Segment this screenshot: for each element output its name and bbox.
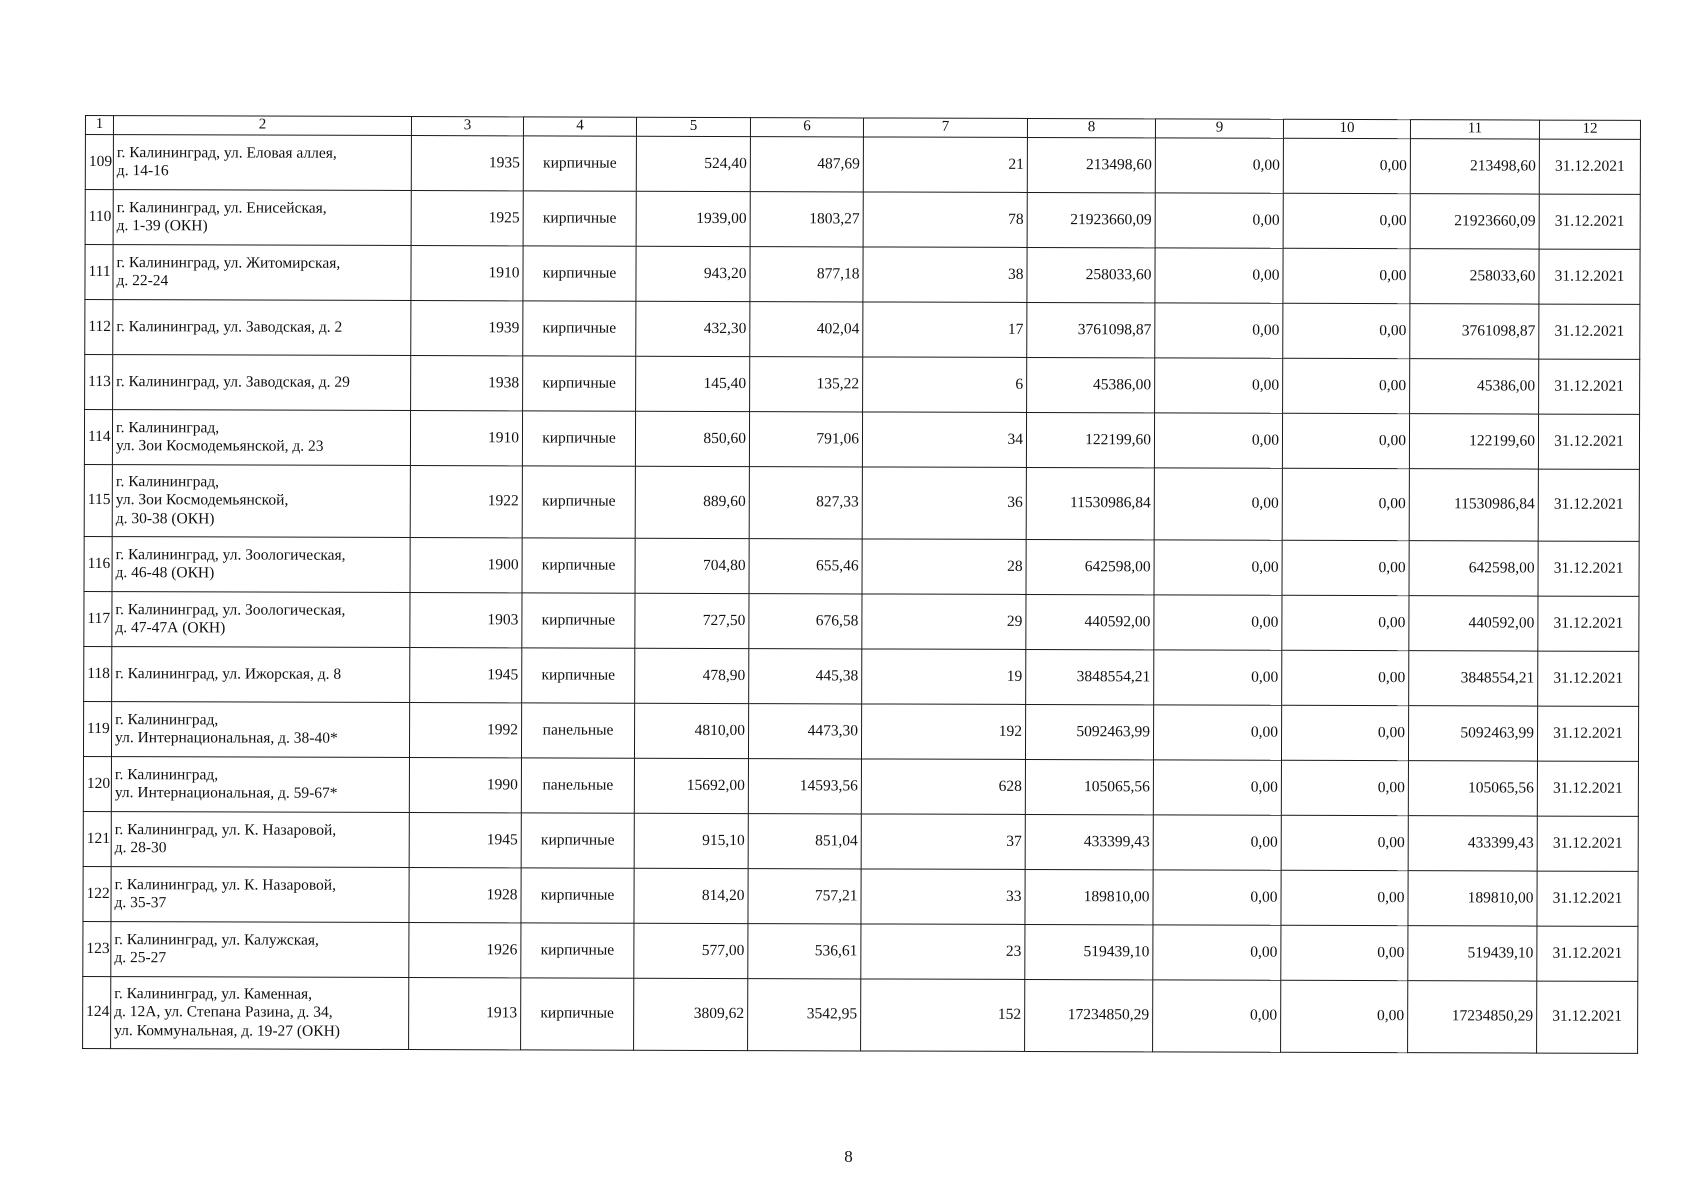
column-9-cell: 0,00 xyxy=(1154,650,1282,705)
table-row xyxy=(83,921,1638,981)
living-area-cell: 445,38 xyxy=(749,649,862,704)
row-number: 121 xyxy=(83,811,111,866)
residents-count-cell: 29 xyxy=(862,594,1026,650)
column-9-cell: 0,00 xyxy=(1154,540,1282,595)
column-9-cell: 0,00 xyxy=(1155,248,1283,303)
column-10-cell: 0,00 xyxy=(1281,760,1408,815)
address-cell: г. Калининград, ул. Зои Космодемьянской, д. 30-38 (ОКН) xyxy=(112,465,410,538)
table-row xyxy=(84,536,1639,596)
year-cell: 1910 xyxy=(411,246,523,301)
address-cell: г. Калининград, ул. Калужская, д. 25-27 xyxy=(111,922,409,978)
residents-count-cell: 33 xyxy=(861,869,1025,925)
residents-count-cell: 28 xyxy=(862,539,1026,595)
cost-cell: 189810,00 xyxy=(1025,869,1153,924)
address-cell: г. Калининград, ул. Енисейская, д. 1-39 (ОКН) xyxy=(113,190,411,246)
total-area-cell: 915,10 xyxy=(634,813,748,868)
cost-cell: 105065,56 xyxy=(1025,759,1153,814)
total-area-cell: 577,00 xyxy=(634,923,748,978)
column-9-cell: 0,00 xyxy=(1153,760,1281,815)
residents-count-cell: 23 xyxy=(861,924,1025,980)
table-row xyxy=(84,646,1639,706)
deadline-date-cell: 31.12.2021 xyxy=(1538,596,1639,651)
living-area-cell: 14593,56 xyxy=(748,759,861,814)
total-area-cell: 15692,00 xyxy=(634,758,748,813)
row-number: 113 xyxy=(85,355,113,410)
row-number: 111 xyxy=(85,245,113,300)
housing-registry-table xyxy=(82,115,1641,1054)
total-cost-cell: 3761098,87 xyxy=(1410,304,1539,359)
wall-material-cell: кирпичные xyxy=(523,136,636,191)
total-area-cell: 145,40 xyxy=(636,356,750,411)
deadline-date-cell: 31.12.2021 xyxy=(1537,761,1638,816)
column-header-7: 7 xyxy=(863,118,1027,138)
address-cell: г. Калининград, ул. Зоологическая, д. 47-47А (ОКН) xyxy=(112,592,410,648)
deadline-date-cell: 31.12.2021 xyxy=(1537,871,1638,926)
row-number: 123 xyxy=(83,921,111,976)
year-cell: 1910 xyxy=(410,411,522,466)
cost-cell: 5092463,99 xyxy=(1025,704,1153,759)
column-9-cell: 0,00 xyxy=(1153,925,1281,980)
year-cell: 1990 xyxy=(409,758,521,813)
total-cost-cell: 189810,00 xyxy=(1408,871,1537,926)
year-cell: 1945 xyxy=(409,813,521,868)
wall-material-cell: кирпичные xyxy=(523,191,636,246)
row-number: 124 xyxy=(83,976,111,1048)
year-cell: 1992 xyxy=(409,703,521,758)
cost-cell: 440592,00 xyxy=(1026,594,1154,649)
table-row xyxy=(84,410,1639,470)
deadline-date-cell: 31.12.2021 xyxy=(1538,414,1639,469)
living-area-cell: 655,46 xyxy=(749,539,862,594)
cost-cell: 519439,10 xyxy=(1025,924,1153,979)
total-area-cell: 4810,00 xyxy=(634,703,748,758)
column-9-cell: 0,00 xyxy=(1154,595,1282,650)
address-cell: г. Калининград, ул. Интернациональная, д. 38-40* xyxy=(111,702,409,758)
row-number: 110 xyxy=(85,190,113,245)
total-cost-cell: 21923660,09 xyxy=(1410,194,1539,249)
living-area-cell: 4473,30 xyxy=(748,704,861,759)
total-cost-cell: 105065,56 xyxy=(1408,761,1537,816)
wall-material-cell: кирпичные xyxy=(522,538,635,593)
row-number: 119 xyxy=(83,701,111,756)
column-header-10: 10 xyxy=(1283,119,1410,138)
wall-material-cell: кирпичные xyxy=(522,411,635,466)
total-area-cell: 1939,00 xyxy=(636,191,750,246)
table-row xyxy=(83,976,1638,1053)
deadline-date-cell: 31.12.2021 xyxy=(1538,469,1639,541)
total-cost-cell: 258033,60 xyxy=(1410,249,1539,304)
living-area-cell: 3542,95 xyxy=(748,979,861,1051)
year-cell: 1935 xyxy=(411,136,523,191)
column-9-cell: 0,00 xyxy=(1155,193,1283,248)
living-area-cell: 536,61 xyxy=(748,924,861,979)
wall-material-cell: кирпичные xyxy=(522,466,635,538)
cost-cell: 3761098,87 xyxy=(1027,302,1155,357)
residents-count-cell: 78 xyxy=(863,192,1027,248)
year-cell: 1945 xyxy=(410,648,522,703)
column-10-cell: 0,00 xyxy=(1282,413,1409,468)
residents-count-cell: 17 xyxy=(863,302,1027,358)
living-area-cell: 135,22 xyxy=(750,357,863,412)
residents-count-cell: 21 xyxy=(863,137,1027,193)
column-10-cell: 0,00 xyxy=(1283,193,1410,248)
column-10-cell: 0,00 xyxy=(1282,650,1409,705)
total-area-cell: 889,60 xyxy=(635,466,749,538)
year-cell: 1900 xyxy=(410,538,522,593)
column-header-9: 9 xyxy=(1155,119,1283,138)
total-cost-cell: 440592,00 xyxy=(1409,596,1538,651)
table-row xyxy=(85,300,1640,360)
deadline-date-cell: 31.12.2021 xyxy=(1537,926,1638,981)
column-header-8: 8 xyxy=(1027,118,1155,137)
column-header-5: 5 xyxy=(636,117,750,136)
wall-material-cell: кирпичные xyxy=(523,301,636,356)
year-cell: 1928 xyxy=(409,868,521,923)
total-area-cell: 943,20 xyxy=(636,246,750,301)
column-9-cell: 0,00 xyxy=(1155,138,1283,193)
table-body xyxy=(83,135,1641,1054)
total-area-cell: 478,90 xyxy=(635,648,749,703)
cost-cell: 122199,60 xyxy=(1026,412,1154,467)
column-header-2: 2 xyxy=(113,116,411,136)
address-cell: г. Калининград, ул. Заводская, д. 29 xyxy=(113,355,411,411)
table-row xyxy=(84,591,1639,651)
residents-count-cell: 34 xyxy=(862,412,1026,468)
column-10-cell: 0,00 xyxy=(1281,925,1408,980)
wall-material-cell: кирпичные xyxy=(521,813,634,868)
wall-material-cell: кирпичные xyxy=(521,868,634,923)
residents-count-cell: 37 xyxy=(861,814,1025,870)
deadline-date-cell: 31.12.2021 xyxy=(1539,139,1640,194)
address-cell: г. Калининград, ул. К. Назаровой, д. 28-30 xyxy=(111,812,409,868)
column-10-cell: 0,00 xyxy=(1283,248,1410,303)
residents-count-cell: 6 xyxy=(863,357,1027,413)
total-cost-cell: 45386,00 xyxy=(1410,359,1539,414)
cost-cell: 642598,00 xyxy=(1026,539,1154,594)
wall-material-cell: кирпичные xyxy=(521,923,634,978)
deadline-date-cell: 31.12.2021 xyxy=(1539,194,1640,249)
year-cell: 1939 xyxy=(411,301,523,356)
table-row xyxy=(85,135,1640,195)
wall-material-cell: кирпичные xyxy=(523,246,636,301)
total-cost-cell: 5092463,99 xyxy=(1408,706,1537,761)
row-number: 118 xyxy=(84,646,112,701)
cost-cell: 433399,43 xyxy=(1025,814,1153,869)
deadline-date-cell: 31.12.2021 xyxy=(1539,359,1640,414)
address-cell: г. Калининград, ул. Интернациональная, д. 59-67* xyxy=(111,757,409,813)
living-area-cell: 676,58 xyxy=(749,594,862,649)
row-number: 122 xyxy=(83,866,111,921)
deadline-date-cell: 31.12.2021 xyxy=(1537,981,1638,1053)
wall-material-cell: панельные xyxy=(521,703,634,758)
address-cell: г. Калининград, ул. К. Назаровой, д. 35-37 xyxy=(111,867,409,923)
table-row xyxy=(85,355,1640,415)
total-cost-cell: 213498,60 xyxy=(1410,139,1539,194)
column-header-6: 6 xyxy=(750,118,863,137)
total-area-cell: 524,40 xyxy=(636,136,750,191)
living-area-cell: 851,04 xyxy=(748,814,861,869)
living-area-cell: 827,33 xyxy=(749,467,862,539)
cost-cell: 21923660,09 xyxy=(1027,192,1155,247)
total-cost-cell: 122199,60 xyxy=(1409,414,1538,469)
table-row xyxy=(83,866,1638,926)
column-10-cell: 0,00 xyxy=(1283,358,1410,413)
address-cell: г. Калининград, ул. Житомирская, д. 22-24 xyxy=(113,245,411,301)
total-area-cell: 814,20 xyxy=(634,868,748,923)
column-10-cell: 0,00 xyxy=(1281,980,1408,1052)
column-9-cell: 0,00 xyxy=(1154,413,1282,468)
column-10-cell: 0,00 xyxy=(1283,303,1410,358)
table-row xyxy=(83,756,1638,816)
cost-cell: 17234850,29 xyxy=(1025,979,1153,1051)
table-row xyxy=(84,464,1639,541)
column-9-cell: 0,00 xyxy=(1153,815,1281,870)
column-10-cell: 0,00 xyxy=(1281,815,1408,870)
column-10-cell: 0,00 xyxy=(1283,138,1410,193)
total-area-cell: 727,50 xyxy=(635,593,749,648)
address-cell: г. Калининград, ул. Каменная, д. 12А, ул. Степана Разина, д. 34, ул. Коммунальная, д. 19-27 (ОКН) xyxy=(111,977,409,1050)
total-area-cell: 704,80 xyxy=(635,538,749,593)
living-area-cell: 402,04 xyxy=(750,302,863,357)
address-cell: г. Калининград, ул. Зои Космодемьянской, д. 23 xyxy=(112,410,410,466)
table-row xyxy=(85,245,1640,305)
residents-count-cell: 38 xyxy=(863,247,1027,303)
wall-material-cell: кирпичные xyxy=(521,978,634,1050)
living-area-cell: 1803,27 xyxy=(750,192,863,247)
column-header-11: 11 xyxy=(1410,120,1539,139)
address-cell: г. Калининград, ул. Ижорская, д. 8 xyxy=(112,647,410,703)
year-cell: 1903 xyxy=(410,593,522,648)
deadline-date-cell: 31.12.2021 xyxy=(1539,249,1640,304)
total-cost-cell: 17234850,29 xyxy=(1408,981,1537,1053)
page-number: 8 xyxy=(844,1147,853,1166)
column-10-cell: 0,00 xyxy=(1282,540,1409,595)
total-cost-cell: 3848554,21 xyxy=(1409,651,1538,706)
residents-count-cell: 192 xyxy=(861,704,1025,760)
column-9-cell: 0,00 xyxy=(1154,468,1282,540)
total-area-cell: 432,30 xyxy=(636,301,750,356)
wall-material-cell: кирпичные xyxy=(523,356,636,411)
residents-count-cell: 36 xyxy=(862,467,1026,540)
cost-cell: 258033,60 xyxy=(1027,247,1155,302)
row-number: 120 xyxy=(83,756,111,811)
wall-material-cell: панельные xyxy=(521,758,634,813)
total-cost-cell: 519439,10 xyxy=(1408,926,1537,981)
total-area-cell: 3809,62 xyxy=(634,978,748,1050)
deadline-date-cell: 31.12.2021 xyxy=(1537,816,1638,871)
address-cell: г. Калининград, ул. Еловая аллея, д. 14-16 xyxy=(113,135,411,191)
column-10-cell: 0,00 xyxy=(1282,468,1409,540)
deadline-date-cell: 31.12.2021 xyxy=(1537,706,1638,761)
cost-cell: 11530986,84 xyxy=(1026,467,1154,539)
column-header-1: 1 xyxy=(85,116,113,135)
deadline-date-cell: 31.12.2021 xyxy=(1538,541,1639,596)
cost-cell: 3848554,21 xyxy=(1026,649,1154,704)
wall-material-cell: кирпичные xyxy=(522,648,635,703)
column-9-cell: 0,00 xyxy=(1153,980,1281,1052)
column-header-12: 12 xyxy=(1539,120,1640,139)
column-9-cell: 0,00 xyxy=(1153,705,1281,760)
residents-count-cell: 19 xyxy=(862,649,1026,705)
deadline-date-cell: 31.12.2021 xyxy=(1538,651,1639,706)
cost-cell: 45386,00 xyxy=(1027,357,1155,412)
column-9-cell: 0,00 xyxy=(1155,358,1283,413)
column-header-3: 3 xyxy=(411,117,523,136)
column-10-cell: 0,00 xyxy=(1281,870,1408,925)
year-cell: 1913 xyxy=(409,978,521,1050)
living-area-cell: 487,69 xyxy=(750,137,863,192)
column-10-cell: 0,00 xyxy=(1282,595,1409,650)
year-cell: 1922 xyxy=(410,466,522,538)
address-cell: г. Калининград, ул. Зоологическая, д. 46-48 (ОКН) xyxy=(112,537,410,593)
column-header-4: 4 xyxy=(523,117,636,136)
total-cost-cell: 642598,00 xyxy=(1409,541,1538,596)
row-number: 116 xyxy=(84,536,112,591)
year-cell: 1938 xyxy=(411,356,523,411)
cost-cell: 213498,60 xyxy=(1027,137,1155,192)
deadline-date-cell: 31.12.2021 xyxy=(1539,304,1640,359)
total-area-cell: 850,60 xyxy=(635,411,749,466)
row-number: 112 xyxy=(85,300,113,355)
row-number: 117 xyxy=(84,591,112,646)
living-area-cell: 757,21 xyxy=(748,869,861,924)
year-cell: 1926 xyxy=(409,923,521,978)
row-number: 114 xyxy=(84,410,112,465)
residents-count-cell: 152 xyxy=(861,979,1025,1052)
residents-count-cell: 628 xyxy=(861,759,1025,815)
living-area-cell: 877,18 xyxy=(750,247,863,302)
row-number: 115 xyxy=(84,464,112,536)
column-10-cell: 0,00 xyxy=(1281,705,1408,760)
table-row xyxy=(83,701,1638,761)
total-cost-cell: 433399,43 xyxy=(1408,816,1537,871)
year-cell: 1925 xyxy=(411,191,523,246)
total-cost-cell: 11530986,84 xyxy=(1409,469,1538,541)
address-cell: г. Калининград, ул. Заводская, д. 2 xyxy=(113,300,411,356)
column-9-cell: 0,00 xyxy=(1153,870,1281,925)
wall-material-cell: кирпичные xyxy=(522,593,635,648)
column-9-cell: 0,00 xyxy=(1155,303,1283,358)
living-area-cell: 791,06 xyxy=(749,412,862,467)
table-row xyxy=(85,190,1640,250)
table-row xyxy=(83,811,1638,871)
row-number: 109 xyxy=(85,135,113,190)
